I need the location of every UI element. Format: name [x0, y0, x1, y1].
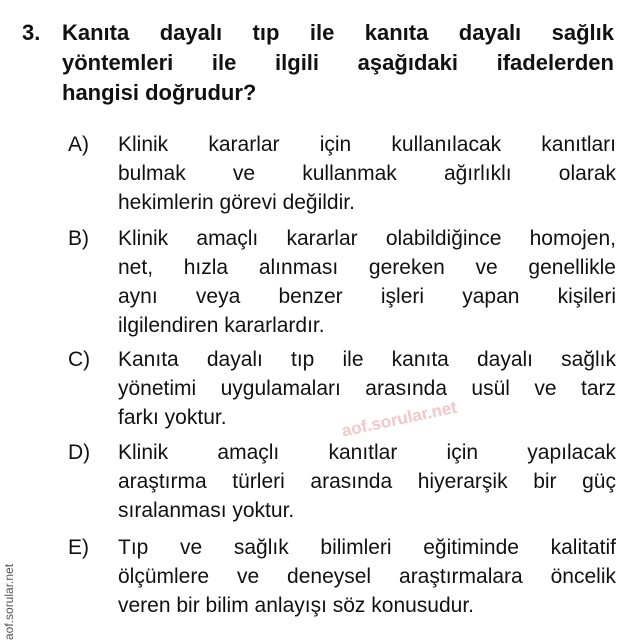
option-text [118, 130, 616, 217]
side-watermark: aof.sorular.net [2, 563, 16, 640]
option-line: Kanıta dayalı tıp ile kanıta dayalı sağlık [118, 348, 616, 371]
option-text [118, 224, 616, 340]
option-line: yönetimi uygulamaları arasında usül ve tarz [118, 377, 616, 400]
question-number: 3. [22, 20, 41, 45]
option-line: araştırma türleri arasında hiyerarşik bir güç [118, 470, 616, 493]
option-line: ilgilendiren kararlardır. [118, 314, 325, 337]
watermark: aof.sorular.net [340, 397, 459, 441]
option-line: Klinik amaçlı kararlar olabildiğince homojen, [118, 227, 616, 250]
option-line: ölçümlere ve deneysel araştırmalara öncelik [118, 565, 616, 588]
option-line: net, hızla alınması gereken ve genellikle [118, 256, 616, 279]
option-line: sıralanması yoktur. [118, 499, 295, 522]
option-line: aynı veya benzer işleri yapan kişileri [118, 285, 616, 308]
question-stem [62, 18, 614, 108]
option-text [118, 533, 616, 620]
option-line: Klinik kararlar için kullanılacak kanıtları [118, 133, 616, 156]
option-line: bulmak ve kullanmak ağırlıklı olarak [118, 162, 616, 185]
option-line: Tıp ve sağlık bilimleri eğitiminde kalitatif [118, 536, 616, 559]
question-stem-line: hangisi doğrudur? [62, 80, 257, 105]
option-letter: C) [68, 348, 91, 371]
option-line: Klinik amaçlı kanıtlar için yapılacak [118, 441, 616, 464]
option-line: farkı yoktur. [118, 406, 227, 429]
option-line: veren bir bilim anlayışı söz konusudur. [118, 594, 475, 617]
option-letter: E) [68, 536, 89, 559]
option-letter: A) [68, 133, 89, 156]
option-letter: D) [68, 441, 91, 464]
question-stem-line: Kanıta dayalı tıp ile kanıta dayalı sağlık [62, 20, 614, 45]
option-letter: B) [68, 227, 89, 250]
option-line: hekimlerin görevi değildir. [118, 191, 355, 214]
option-text [118, 438, 616, 525]
question-stem-line: yöntemleri ile ilgili aşağıdaki ifadelerden [62, 50, 614, 75]
